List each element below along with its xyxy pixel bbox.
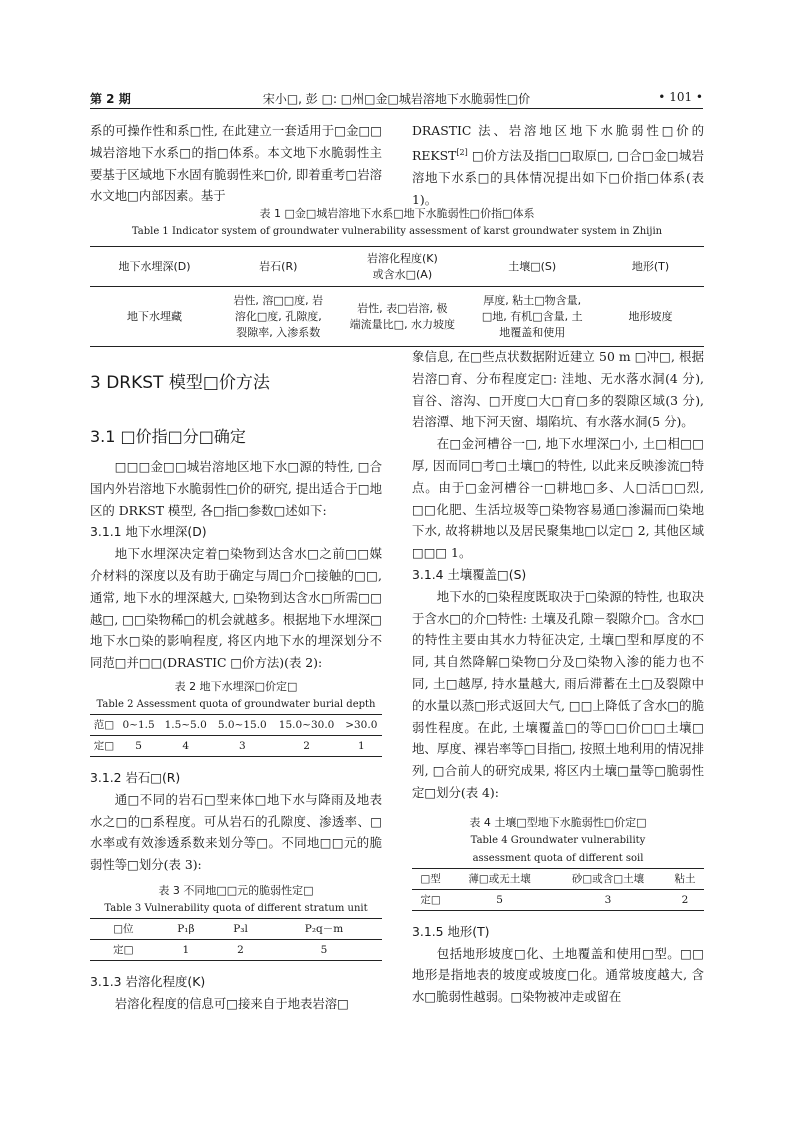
table3-cell: P₃l bbox=[233, 922, 248, 935]
right-column bbox=[412, 346, 704, 1008]
table2-cell: 0~1.5 bbox=[122, 718, 155, 731]
table2-cell: 4 bbox=[182, 739, 190, 752]
top-right-paragraph bbox=[412, 120, 704, 210]
paragraph: 通□不同的岩石□型来体□地下水与降雨及地表水之□的□系程度。可从岩石的孔隙度、渗透率、□水率或有效渗透系数来划分等□。不同地□□元的脆弱性等□划分(表 3): bbox=[90, 791, 382, 873]
paragraph: 地下水埋深决定着□染物到达含水□之前□□媒介材料的深度以及有助于确定与周□介□接触的□□, 通常, 地下水的埋深越大, □染物到达含水□所需□□越□, □□染物稀□的机会就越多。根据地下水埋深□地下水□染的影响程度, 将区内地下水的埋深划分不同范□并□□(DRASTIC □价方法)(表 2): bbox=[90, 546, 382, 671]
table1-row bbox=[90, 287, 704, 347]
table3-row bbox=[90, 918, 382, 939]
table3-cell: P₁β bbox=[177, 922, 195, 935]
issue-label: 第 2 期 bbox=[90, 92, 131, 106]
paragraph: 地下水的□染程度既取决于□染源的特性, 也取决于含水□的介□特性: 土壤及孔隙－裂隙介□。含水□的特性主要由其水力特征决定, 土壤□型和厚度的不同, 其自然降解□染物□分及□染物入渗的能力也不同, 土□越厚, 持水量越大, 雨后滞蓄在土□及裂隙中的水量以蒸□形式返回大气, □□上降低了含水□的脆弱性程度。在此, 土壤覆盖□的等□□价□□土壤□地、厚度、裸岩率等□目指□, 按照土地利用的情况排列, □合前人的研究成果, 将区内土壤□量等□脆弱性定□划分(表 4): bbox=[412, 588, 704, 800]
table1-cell: 岩性, 表□岩溶, 极 端流量比□, 水力坡度 bbox=[349, 301, 456, 331]
table2-cell: 5 bbox=[135, 739, 142, 752]
top-left-column bbox=[90, 120, 382, 207]
table2-cell: 1 bbox=[357, 739, 365, 752]
table3-caption-zh: 表 3 不同地□□元的脆弱性定□ bbox=[158, 883, 314, 897]
paragraph: 岩溶化程度的信息可□接来自于地表岩溶□ bbox=[114, 995, 349, 1011]
table4-cell: 5 bbox=[496, 893, 503, 906]
top-right-text-b: □价方法及指□□取原□, □合□金□城岩溶地下水系□的具体情况提出如下□价指□体系(表 1)。 bbox=[412, 147, 704, 207]
paragraph: □□□金□□城岩溶地区地下水□源的特性, □合国内外岩溶地下水脆弱性□价的研究, 提出适合于□地区的 DRKST 模型, 各□指□参数□述如下: bbox=[90, 459, 382, 518]
table2-caption-en: Table 2 Assessment quota of groundwater burial depth bbox=[96, 698, 376, 710]
table4-row bbox=[412, 868, 704, 889]
subsection-3-1-4-heading: 3.1.4 土壤覆盖□(S) bbox=[412, 566, 527, 582]
table1-cell: 地形坡度 bbox=[628, 309, 673, 323]
table1-caption bbox=[90, 205, 704, 241]
table4-caption-en2: assessment quota of different soil bbox=[472, 852, 644, 864]
section-3-heading: 3 DRKST 模型□价方法 bbox=[90, 373, 270, 393]
table1-cell: 岩性, 溶□□度, 岩 溶化□度, 孔隙度, 裂隙率, 入渗系数 bbox=[233, 293, 324, 339]
paragraph: 包括地形坡度□化、土地覆盖和使用□型。□□地形是指地表的坡度或坡度□化。通常坡度越大, 含水□脆弱性越弱。□染物被冲走或留在 bbox=[412, 945, 704, 1005]
table4-block bbox=[412, 814, 704, 911]
table3-cell: 2 bbox=[237, 943, 244, 956]
table1-header-row bbox=[90, 247, 704, 287]
table2-row bbox=[90, 714, 382, 735]
subsection-3-1-3-heading: 3.1.3 岩溶化程度(K) bbox=[90, 973, 206, 989]
page-number: • 101 • bbox=[658, 90, 703, 104]
subsection-3-1-1-heading: 3.1.1 地下水埋深(D) bbox=[90, 524, 207, 540]
table3-cell: 定□ bbox=[113, 943, 134, 956]
section-3-1-heading: 3.1 □价指□分□确定 bbox=[90, 427, 246, 446]
table3-cell: P₂q－m bbox=[304, 922, 344, 935]
table2-cell: 15.0~30.0 bbox=[278, 718, 335, 731]
table1-header-cell: 岩溶化程度(K) 或含水□(A) bbox=[366, 251, 438, 281]
table4-cell: 薄□或无土壤 bbox=[468, 872, 531, 885]
table1-caption-en: Table 1 Indicator system of groundwater vulnerability assessment of karst groundwater system in Zhijin bbox=[131, 226, 663, 237]
table2-cell: >30.0 bbox=[345, 718, 378, 731]
table4-row bbox=[412, 889, 704, 910]
table3-row bbox=[90, 939, 382, 960]
table3-caption-en: Table 3 Vulnerability quota of different stratum unit bbox=[104, 902, 368, 914]
table2-cell: 2 bbox=[303, 739, 310, 752]
table3-cell: □位 bbox=[113, 922, 134, 935]
running-header bbox=[90, 88, 703, 109]
table1-header-cell: 地形(T) bbox=[631, 259, 670, 273]
table3 bbox=[90, 918, 382, 961]
table4-cell: 粘土 bbox=[674, 872, 696, 885]
table1-cell: 厚度, 粘土□物含量, □地, 有机□含量, 土 地覆盖和使用 bbox=[481, 293, 583, 339]
table4-cell: □型 bbox=[420, 872, 441, 885]
table2-row bbox=[90, 735, 382, 756]
table2-block bbox=[90, 678, 382, 757]
top-right-text-a: DRASTIC 法、岩溶地区地下水脆弱性□价的 REKST bbox=[412, 123, 704, 163]
subsection-3-1-2-heading: 3.1.2 岩石□(R) bbox=[90, 769, 181, 785]
table1-header-cell: 土壤□(S) bbox=[508, 259, 557, 273]
table2-caption-zh: 表 2 地下水埋深□价定□ bbox=[174, 679, 298, 693]
table1-header-cell: 岩石(R) bbox=[259, 259, 298, 273]
citation: [2] bbox=[456, 147, 468, 157]
top-right-column bbox=[412, 120, 704, 210]
table2-cell: 范□ bbox=[93, 718, 115, 731]
table1-caption-zh: 表 1 □金□城岩溶地下水系□地下水脆弱性□价指□体系 bbox=[259, 207, 535, 220]
table3-cell: 5 bbox=[320, 943, 328, 956]
table1 bbox=[90, 246, 704, 347]
left-column bbox=[90, 456, 382, 1015]
table2-cell: 定□ bbox=[93, 739, 115, 752]
table4-caption-en1: Table 4 Groundwater vulnerability bbox=[470, 834, 646, 846]
table4 bbox=[412, 868, 704, 911]
table2-cell: 5.0~15.0 bbox=[217, 718, 267, 731]
table2 bbox=[90, 714, 382, 757]
table3-cell: 1 bbox=[182, 943, 190, 956]
paragraph: 在□金河槽谷一□, 地下水埋深□小, 土□相□□厚, 因而同□考□土壤□的特性, 以此来反映渗流□特点。由于□金河槽谷一□耕地□多、人□活□□烈, □□化肥、生活垃圾等□染物容易通□渗漏而□染地下水, 故将耕地以及居民聚集地□以定□ 2, 其他区域□□□ 1。 bbox=[412, 436, 704, 561]
table2-cell: 1.5~5.0 bbox=[164, 718, 207, 731]
top-left-paragraph: 系的可操作性和系□性, 在此建立一套适用于□金□□城岩溶地下水系□的指□体系。本文地下水脆弱性主要基于区域地下水固有脆弱性来□价, 即着重考□岩溶水文地□内部因素。基于 bbox=[90, 123, 382, 204]
table3-block bbox=[90, 882, 382, 961]
table2-cell: 3 bbox=[238, 739, 246, 752]
subsection-3-1-5-heading: 3.1.5 地形(T) bbox=[412, 923, 490, 939]
running-title: 宋小□, 彭 □: □州□金□城岩溶地下水脆弱性□价 bbox=[262, 92, 531, 106]
table1-header-cell: 地下水埋深(D) bbox=[118, 259, 191, 273]
table4-cell: 3 bbox=[604, 893, 612, 906]
paragraph: 象信息, 在□些点状数据附近建立 50 m □冲□, 根据岩溶□育、分布程度定□: 洼地、无水落水洞(4 分), 盲谷、溶沟、□开度□大□育□多的裂隙区域(3 分), 岩溶潭、地下河天窗、塌陷坑、有水落水洞(5 分)。 bbox=[412, 349, 704, 430]
table1-cell: 地下水埋藏 bbox=[127, 309, 183, 323]
table4-cell: 砂□或含□土壤 bbox=[571, 872, 645, 885]
table4-cell: 定□ bbox=[420, 893, 441, 906]
table4-cell: 2 bbox=[681, 893, 689, 906]
table4-caption-zh: 表 4 土壤□型地下水脆弱性□价定□ bbox=[469, 815, 647, 829]
